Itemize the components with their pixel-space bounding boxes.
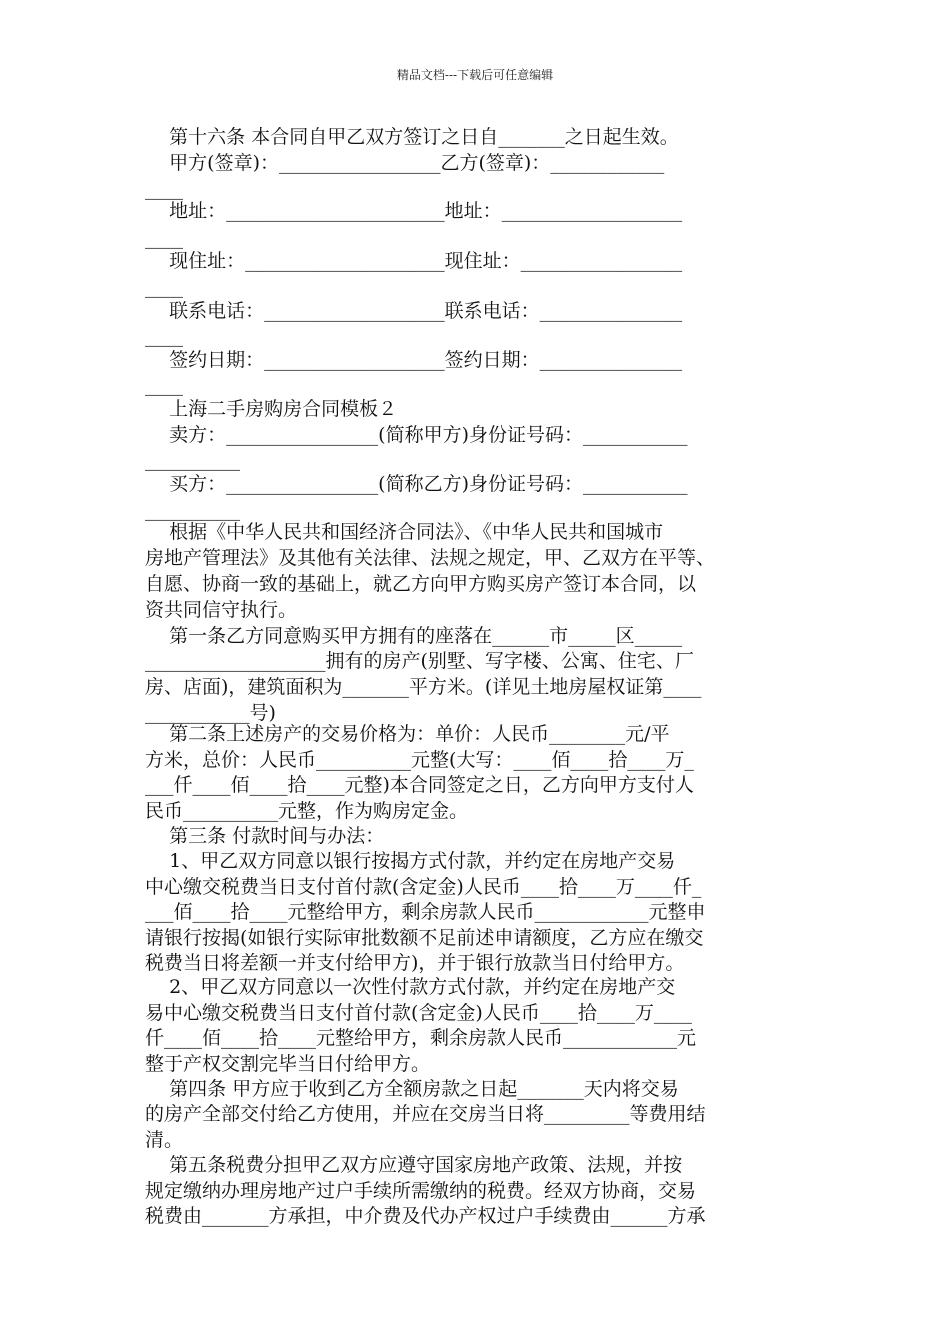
text-line: 清。: [145, 1129, 184, 1151]
text-line: ____: [145, 325, 183, 347]
text-line: ___仟____佰____拾____元整)本合同签定之日，乙方向甲方支付人: [145, 774, 694, 796]
text-line: 联系电话：___________________联系电话：_______________: [145, 300, 683, 322]
text-line: 第一条乙方同意购买甲方拥有的座落在______市_____区_____: [145, 625, 683, 647]
text-line: ___佰____拾____元整给甲方，剩余房款人民币____________元整申: [145, 901, 706, 923]
text-line: 第十六条 本合同自甲乙双方签订之日自_______之日起生效。: [145, 126, 679, 148]
text-line: 卖方：________________(简称甲方)身份证号码：___________: [145, 424, 688, 446]
text-line: 税费当日将差额一并支付给甲方)，并于银行放款当日付给甲方。: [145, 952, 685, 974]
text-line: ___________号): [145, 702, 276, 724]
text-line: 资共同信守执行。: [145, 599, 298, 621]
text-line: 房地产管理法》及其他有关法律、法规之规定，甲、乙双方在平等、: [145, 547, 716, 569]
text-line: 的房产全部交付给乙方使用，并应在交房当日将_________等费用结: [145, 1103, 706, 1125]
text-line: 现住址：_____________________现住址：_________________: [145, 250, 683, 272]
text-line: 请银行按揭(如银行实际审批数额不足前述申请额度，乙方应在缴交: [145, 927, 704, 949]
text-line: 第五条税费分担甲乙双方应遵守国家房地产政策、法规，并按: [145, 1154, 683, 1176]
text-line: 第四条 甲方应于收到乙方全额房款之日起_______天内将交易: [145, 1078, 679, 1100]
text-line: __________: [145, 499, 240, 521]
text-line: 中心缴交税费当日支付首付款(含定金)人民币____拾____万____仟_: [145, 876, 702, 898]
text-line: 签约日期：___________________签约日期：_______________: [145, 349, 683, 371]
text-line: 仟____佰____拾____元整给甲方，剩余房款人民币____________元: [145, 1027, 697, 1049]
text-line: 自愿、协商一致的基础上，就乙方向甲方购买房产签订本合同，以: [145, 573, 697, 595]
text-line: ____: [145, 178, 183, 200]
text-line: ____: [145, 374, 183, 396]
text-line: 地址：_______________________地址：___________________: [145, 200, 683, 222]
text-line: ___________________拥有的房产(别墅、写字楼、公寓、住宅、厂: [145, 650, 694, 672]
text-line: 2、甲乙双方同意以一次性付款方式付款，并约定在房地产交: [145, 976, 676, 998]
text-line: 上海二手房购房合同模板２: [145, 398, 398, 420]
text-line: 第三条 付款时间与办法：: [145, 825, 385, 847]
text-line: 民币__________元整，作为购房定金。: [145, 800, 469, 822]
text-line: 规定缴纳办理房地产过户手续所需缴纳的税费。经双方协商，交易: [145, 1180, 697, 1202]
text-line: 易中心缴交税费当日支付首付款(含定金)人民币____拾____万____: [145, 1002, 692, 1024]
text-line: 买方：________________(简称乙方)身份证号码：___________: [145, 473, 688, 495]
text-line: 第二条上述房产的交易价格为：单价：人民币________元/平: [145, 723, 670, 745]
text-line: 1、甲乙双方同意以银行按揭方式付款，并约定在房地产交易: [145, 850, 676, 872]
text-line: 甲方(签章)：_________________乙方(签章)：____________: [145, 152, 665, 174]
text-line: ____: [145, 227, 183, 249]
page-header: 精品文档---下载后可任意编辑: [396, 68, 554, 82]
text-line: 整于产权交割完毕当日付给甲方。: [145, 1053, 431, 1075]
text-line: 根据《中华人民共和国经济合同法》、《中华人民共和国城市: [145, 521, 664, 543]
text-line: __________: [145, 449, 240, 471]
text-line: 房、店面)，建筑面积为_______平方米。(详见土地房屋权证第____: [145, 676, 702, 698]
text-line: 税费由_______方承担，中介费及代办产权过户手续费由______方承: [145, 1205, 706, 1227]
text-line: 方米，总价：人民币__________元整(大写：____佰____拾____万_: [145, 749, 694, 771]
text-line: ____: [145, 276, 183, 298]
